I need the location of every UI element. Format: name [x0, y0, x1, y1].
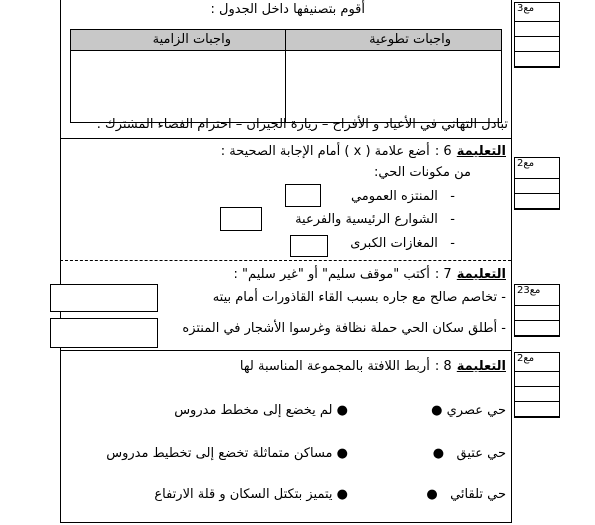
classification-table: [70, 29, 502, 123]
instruction-number: 7 :: [434, 267, 452, 282]
neighborhood-type[interactable]: حي عتيق ●: [432, 446, 506, 461]
score-box-q5: [514, 2, 560, 68]
answer-box-statement-1[interactable]: [50, 284, 158, 312]
q8-heading-line: [240, 355, 506, 374]
statement-1: - تخاصم صالح مع جاره بسبب القاء القاذورات أمام بيته: [212, 290, 506, 305]
instruction-number: 6 :: [434, 144, 452, 159]
description-item[interactable]: ● مساكن متماثلة تخضع إلى تخطيط مدروس: [106, 446, 348, 461]
q6-instruction: أضع علامة ( x ) أمام الإجابة الصحيحة :: [220, 144, 430, 159]
mandatory-answer-cell[interactable]: [72, 51, 284, 121]
option-item: - المنتزه العمومي: [350, 189, 455, 204]
description-item[interactable]: ● لم يخضع إلى مخطط مدروس: [174, 403, 348, 418]
option-item: - الشوارع الرئيسية والفرعية: [295, 212, 455, 227]
column-header-voluntary: واجبات تطوعية: [369, 32, 451, 47]
instruction-heading: التعليمة: [456, 359, 506, 374]
section-divider: [60, 350, 511, 351]
score-box-q7: [514, 284, 560, 337]
score-label: مع2: [517, 158, 535, 169]
score-label: مع23: [517, 285, 541, 296]
voluntary-answer-cell[interactable]: [287, 51, 500, 121]
checkbox-option-1[interactable]: [285, 184, 321, 207]
option-item: - المغازات الكبرى: [350, 236, 455, 251]
q5-items: تبادل التهاني في الأعياد و الأفراح – زيارة الجيران – احترام الفضاء المشترك .: [96, 117, 508, 132]
instruction-heading: التعليمة: [456, 144, 506, 159]
q5-instruction: أقوم بتصنيفها داخل الجدول :: [210, 2, 365, 17]
instruction-number: 8 :: [434, 359, 452, 374]
statement-2: - أطلق سكان الحي حملة نظافة وغرسوا الأشجار في المنتزه: [182, 321, 506, 336]
score-label: مع3: [517, 3, 535, 14]
description-item[interactable]: ● يتميز بتكتل السكان و قلة الارتفاع: [154, 487, 348, 502]
checkbox-option-3[interactable]: [290, 235, 328, 257]
answer-box-statement-2[interactable]: [50, 318, 158, 348]
section-divider: [60, 138, 511, 139]
instruction-heading: التعليمة: [456, 267, 506, 282]
table-column-divider: [285, 30, 286, 122]
q8-instruction: أربط اللافتة بالمجموعة المناسبة لها: [239, 359, 430, 374]
q6-heading-line: [221, 140, 506, 159]
neighborhood-type[interactable]: حي تلقائي ●: [426, 487, 506, 502]
column-header-mandatory: واجبات الزامية: [152, 32, 231, 47]
q7-heading-line: [234, 263, 506, 282]
score-box-q6: [514, 157, 560, 210]
neighborhood-type[interactable]: حي عصري ●: [431, 403, 506, 418]
score-box-q8: [514, 352, 560, 418]
score-label: مع2: [517, 353, 535, 364]
checkbox-option-2[interactable]: [220, 207, 262, 231]
q7-instruction: أكتب "موقف سليم" أو "غير سليم" :: [233, 267, 430, 282]
q6-prompt: من مكونات الحي:: [374, 165, 471, 180]
section-divider: [60, 260, 511, 261]
